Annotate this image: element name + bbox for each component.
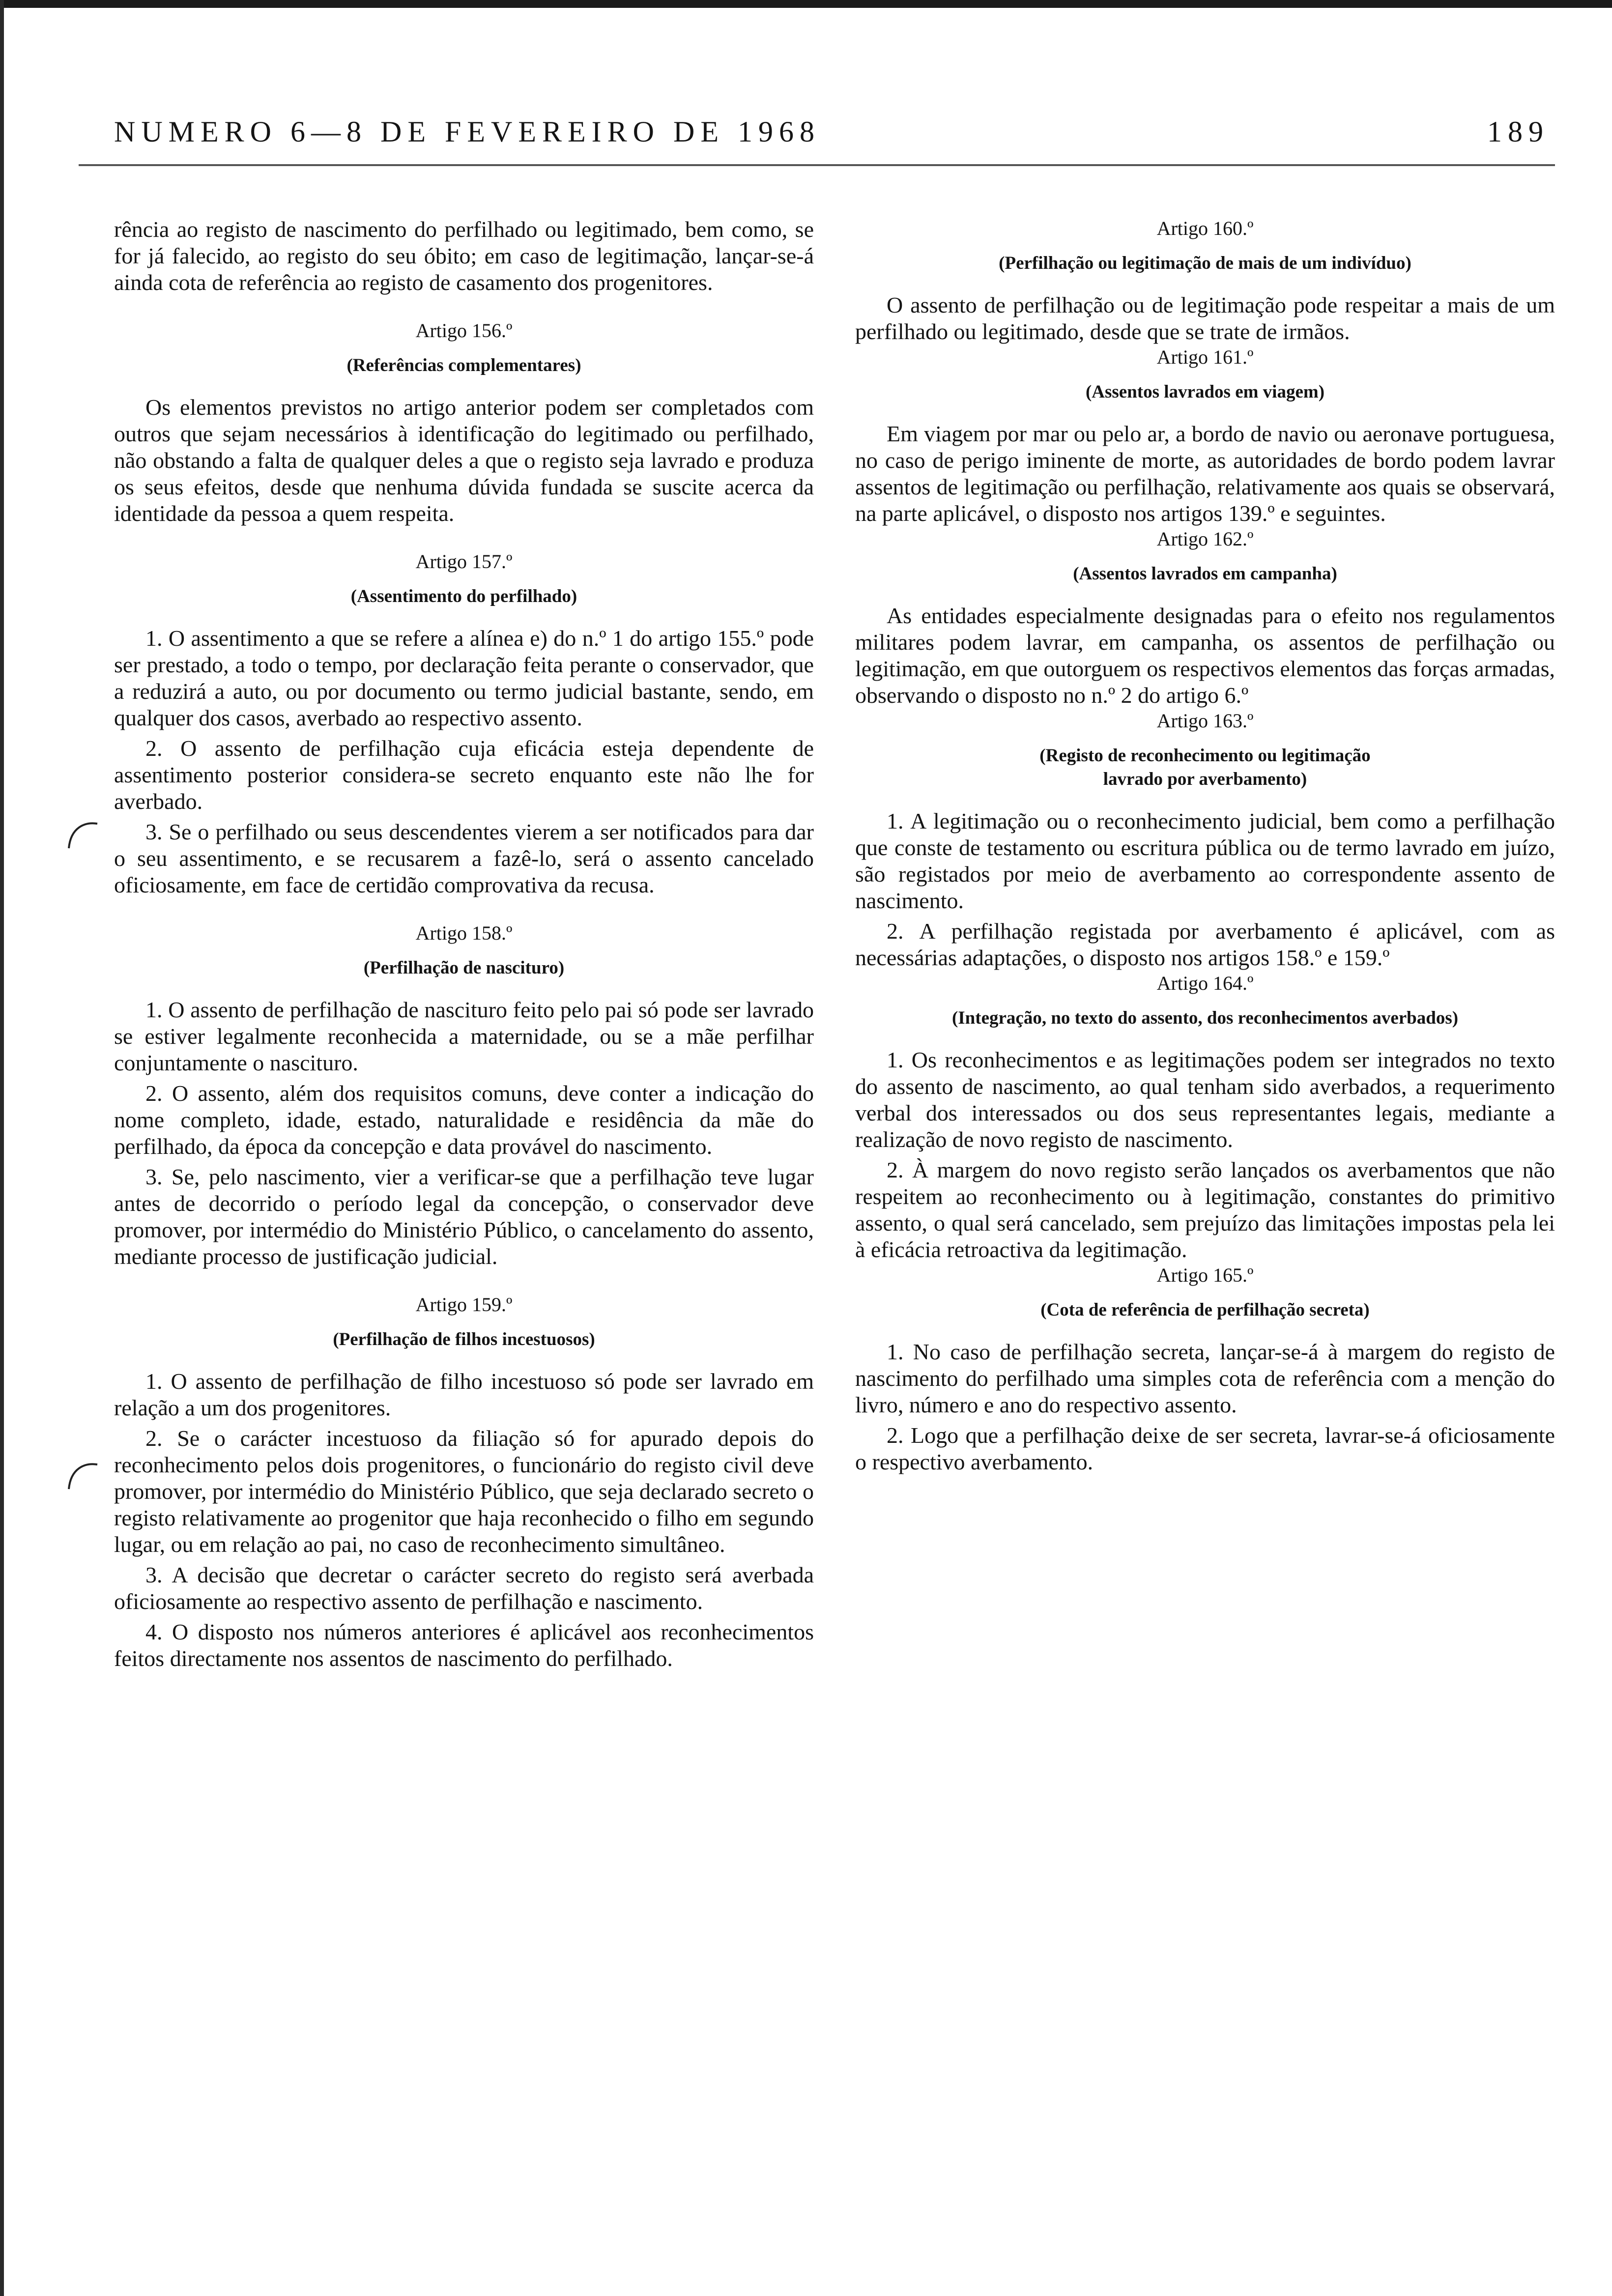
article-paragraph: 2. O assento, além dos requisitos comuns, deve conter a indicação do nome completo, idade, estado, naturalidade e residência da mãe do perfilhado, da época da concepção e data provável do nascimento.: [114, 1081, 814, 1159]
article-heading-line: (Registo de reconhecimento ou legitimação: [1039, 746, 1371, 766]
article-heading: (Perfilhação ou legitimação de mais de um indivíduo): [999, 253, 1411, 273]
scan-border-top: [0, 0, 1612, 8]
article-paragraph: 4. O disposto nos números anteriores é aplicável aos reconhecimentos feitos directamente nos assentos de nascimento do perfilhado.: [114, 1619, 814, 1671]
article-title: Artigo 162.º: [1156, 528, 1254, 550]
article-title: Artigo 161.º: [1156, 346, 1254, 368]
article-paragraph: 1. O assento de perfilhação de filho incestuoso só pode ser lavrado em relação a um dos progenitores.: [114, 1369, 814, 1420]
article-164: [855, 971, 1555, 1263]
article-heading: [855, 744, 1555, 791]
margin-mark-icon: [65, 1462, 99, 1491]
article-162: [855, 527, 1555, 709]
right-column: [855, 216, 1555, 1475]
article-160: [855, 216, 1555, 345]
article-paragraph: 3. Se o perfilhado ou seus descendentes vierem a ser notificados para dar o seu assentimento, e se recusarem a fazê-lo, será o assento cancelado oficiosamente, em face de certidão comprovativa da recusa.: [114, 819, 814, 897]
page-header: [114, 112, 1549, 151]
article-paragraph: Os elementos previstos no artigo anterior podem ser completados com outros que sejam necessários à identificação do legitimado ou perfilhado, não obstando a falta de qualquer deles a que o registo seja lavrado e produza os seus efeitos, desde que nenhuma dúvida fundada se suscite acerca da identidade da pessoa a quem respeita.: [114, 395, 814, 526]
article-heading: (Integração, no texto do assento, dos reconhecimentos averbados): [951, 1008, 1459, 1028]
article-heading-line: lavrado por averbamento): [1103, 769, 1307, 789]
article-paragraph: 2. A perfilhação registada por averbamento é aplicável, com as necessárias adaptações, o disposto nos artigos 158.º e 159.º: [855, 918, 1555, 970]
article-161: [855, 345, 1555, 527]
article-163: [855, 709, 1555, 971]
article-paragraph: Em viagem por mar ou pelo ar, a bordo de navio ou aeronave portuguesa, no caso de perigo iminente de morte, as autoridades de bordo podem lavrar assentos de legitimação ou perfilhação, relativamente aos quais se observará, na parte aplicável, o disposto nos artigos 139.º e seguintes.: [855, 421, 1555, 526]
article-heading: (Cota de referência de perfilhação secreta): [1040, 1300, 1370, 1320]
article-paragraph: 2. Se o carácter incestuoso da filiação só for apurado depois do reconhecimento pelos dois progenitores, o funcionário do registo civil deve promover, por intermédio do Ministério Público, que seja declarado secreto o registo relativamente ao progenitor que haja reconhecido o filho em segundo lugar, ou em relação ao pai, no caso de reconhecimento simultâneo.: [114, 1426, 814, 1557]
article-title: Artigo 158.º: [415, 922, 513, 944]
article-paragraph: 1. O assentimento a que se refere a alínea e) do n.º 1 do artigo 155.º pode ser prestado, a todo o tempo, por declaração feita perante o conservador, que a reduzirá a auto, ou por documento ou termo judicial bastante, sendo, em qualquer dos casos, averbado ao respectivo assento.: [114, 626, 814, 730]
article-paragraph: 2. Logo que a perfilhação deixe de ser secreta, lavrar-se-á oficiosamente o respectivo averbamento.: [855, 1423, 1555, 1474]
article-paragraph: 3. A decisão que decretar o carácter secreto do registo será averbada oficiosamente ao respectivo assento de perfilhação e nascimento.: [114, 1562, 814, 1614]
article-title: Artigo 156.º: [415, 319, 513, 342]
article-156: [114, 318, 814, 527]
article-title: Artigo 165.º: [1156, 1264, 1254, 1286]
article-title: Artigo 159.º: [415, 1293, 513, 1316]
article-paragraph: 1. Os reconhecimentos e as legitimações podem ser integrados no texto do assento de nascimento, ao qual tenham sido averbados, a requerimento verbal dos interessados ou dos seus representantes legais, mediante a realização de novo registo de nascimento.: [855, 1047, 1555, 1152]
intro-paragraph: rência ao registo de nascimento do perfilhado ou legitimado, bem como, se for já falecido, ao registo do seu óbito; em caso de legitimação, lançar-se-á ainda cota de referência ao registo de casamento dos progenitores.: [114, 217, 814, 295]
article-paragraph: 1. A legitimação ou o reconhecimento judicial, bem como a perfilhação que conste de testamento ou escritura pública ou de termo lavrado em juízo, são registados por meio de averbamento ao correspondente assento de nascimento.: [855, 808, 1555, 913]
article-paragraph: 1. No caso de perfilhação secreta, lançar-se-á à margem do registo de nascimento do perfilhado uma simples cota de referência com a menção do livro, número e ano do respectivo assento.: [855, 1339, 1555, 1417]
article-heading: (Assentos lavrados em viagem): [1085, 382, 1325, 402]
article-heading: (Perfilhação de nascituro): [363, 958, 565, 978]
article-title: Artigo 164.º: [1156, 972, 1254, 994]
article-paragraph: 2. O assento de perfilhação cuja eficácia esteja dependente de assentimento posterior considera-se secreto enquanto este não lhe for averbado.: [114, 736, 814, 814]
article-title: Artigo 160.º: [1156, 217, 1254, 239]
margin-mark-icon: [65, 821, 99, 850]
article-paragraph: 3. Se, pelo nascimento, vier a verificar-se que a perfilhação teve lugar antes de decorrido o período legal da concepção, o conservador deve promover, por intermédio do Ministério Público, o cancelamento do assento, mediante processo de justificação judicial.: [114, 1164, 814, 1269]
article-paragraph: O assento de perfilhação ou de legitimação pode respeitar a mais de um perfilhado ou legitimado, desde que se trate de irmãos.: [855, 292, 1555, 344]
page-number: 189: [1487, 115, 1549, 148]
article-heading: (Assentimento do perfilhado): [350, 586, 577, 606]
article-paragraph: As entidades especialmente designadas para o efeito nos regulamentos militares podem lavrar, em campanha, os assentos de perfilhação ou legitimação, em que outorguem os respectivos elementos das forças armadas, observando o disposto no n.º 2 do artigo 6.º: [855, 603, 1555, 708]
article-paragraph: 1. O assento de perfilhação de nascituro feito pelo pai só pode ser lavrado se estiver legalmente reconhecida a maternidade, ou se a mãe perfilhar conjuntamente o nascituro.: [114, 997, 814, 1075]
article-title: Artigo 163.º: [1156, 710, 1254, 732]
page-title: NUMERO 6—8 DE FEVEREIRO DE 1968: [114, 115, 820, 148]
article-158: [114, 921, 814, 1270]
article-165: [855, 1263, 1555, 1475]
article-heading: (Assentos lavrados em campanha): [1073, 564, 1337, 584]
article-heading: (Perfilhação de filhos incestuosos): [333, 1329, 595, 1349]
article-157: [114, 549, 814, 898]
article-paragraph: 2. À margem do novo registo serão lançados os averbamentos que não respeitem ao reconhecimento ou à legitimação, constantes do primitivo assento, o qual será cancelado, sem prejuízo das limitações impostas pela lei à eficácia retroactiva da legitimação.: [855, 1157, 1555, 1262]
article-159: [114, 1292, 814, 1672]
header-rule: [79, 164, 1555, 166]
article-title: Artigo 157.º: [415, 550, 513, 573]
article-heading: (Referências complementares): [346, 355, 581, 375]
scan-border-left: [0, 0, 4, 2296]
left-column: [114, 216, 814, 1672]
